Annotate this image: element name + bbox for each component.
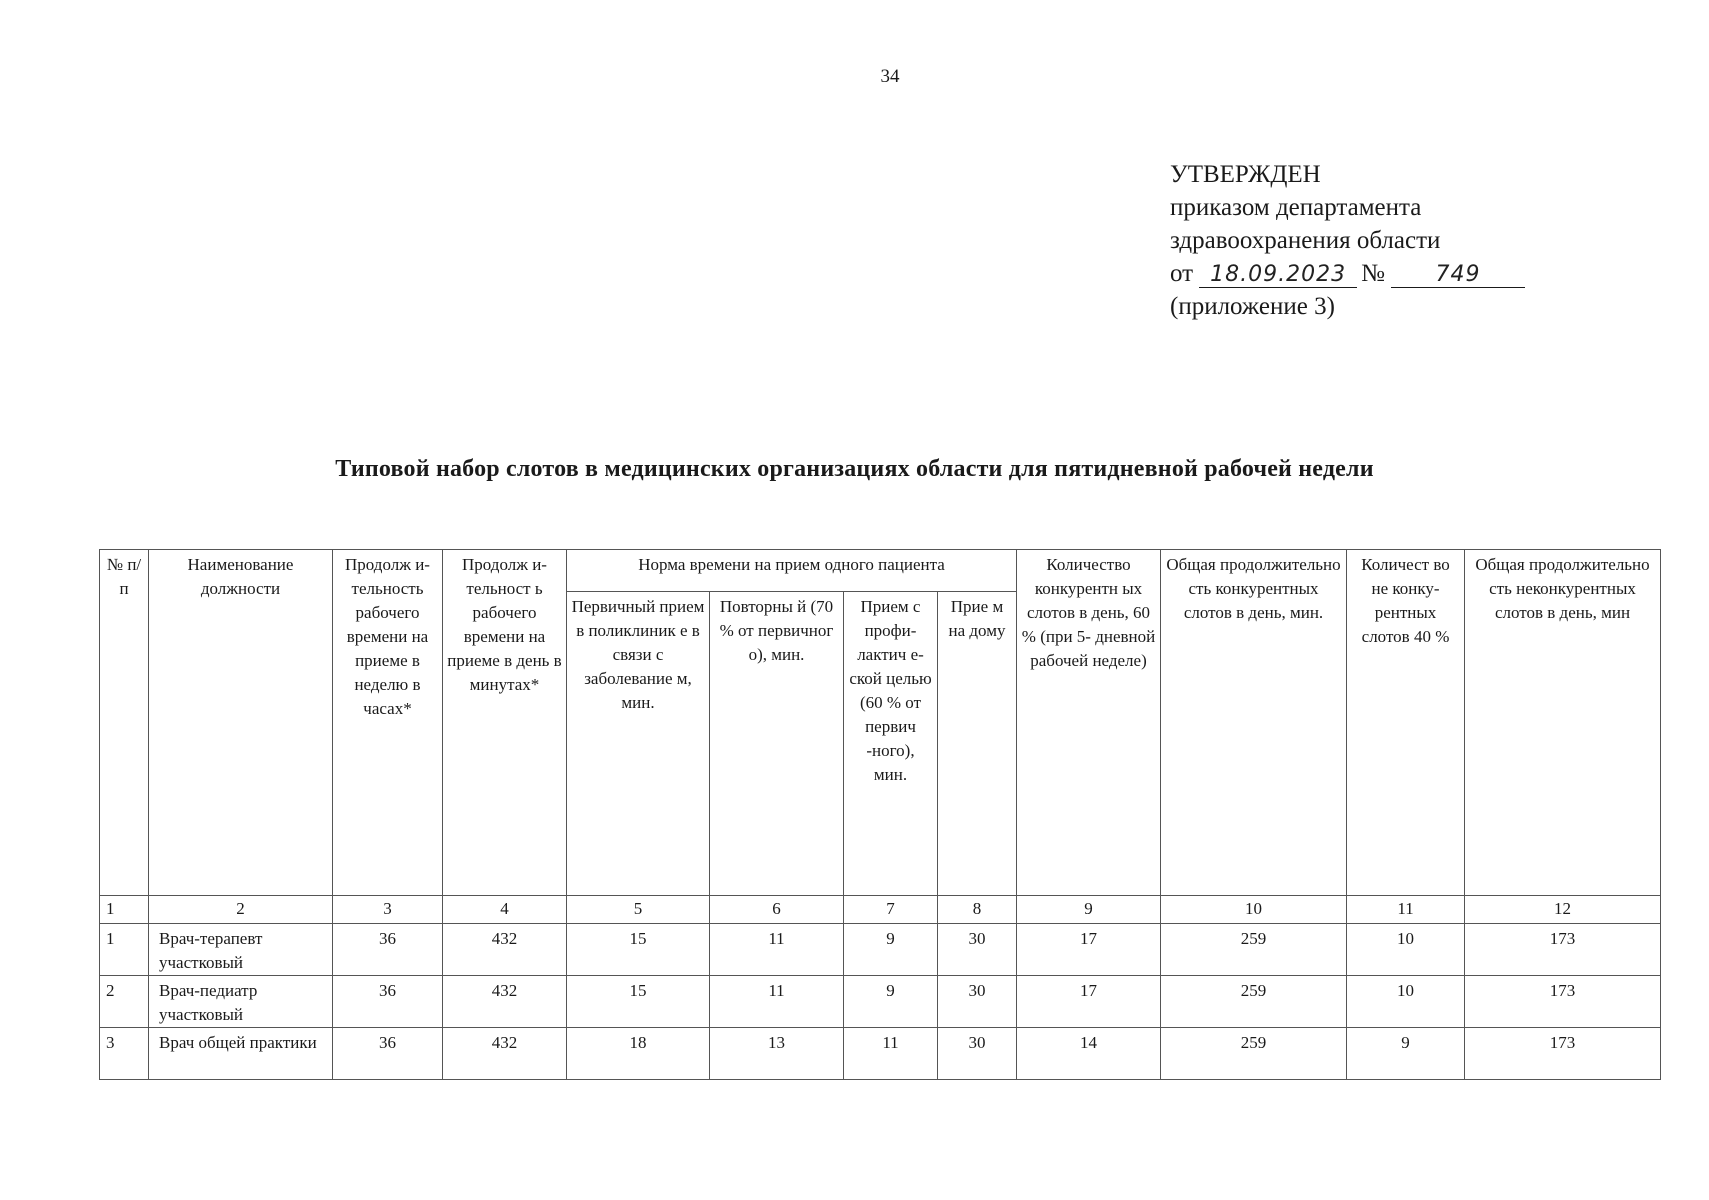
noncompetitive-count-cell: 10 — [1347, 976, 1465, 1028]
approval-line-2: здравоохранения области — [1170, 227, 1441, 254]
competitive-total-cell: 259 — [1161, 976, 1347, 1028]
home-cell: 30 — [938, 924, 1017, 976]
position-name: Врач-педиатр участковый — [149, 976, 333, 1028]
home-cell: 30 — [938, 1028, 1017, 1080]
header-minutes-day: Продолж и- тельност ь рабочего времени на приеме в день в минутах* — [443, 550, 567, 896]
column-number: 9 — [1017, 896, 1161, 924]
header-norm-group: Норма времени на прием одного пациента — [567, 550, 1017, 592]
header-competitive-count: Количество конкурентн ых слотов в день, 60 % (при 5- дневной рабочей неделе) — [1017, 550, 1161, 896]
position-name: Врач общей практики — [149, 1028, 333, 1080]
approval-line-1: приказом департамента — [1170, 194, 1422, 221]
page-number: 34 — [880, 66, 900, 87]
table-row — [100, 976, 1661, 1028]
column-number-row — [100, 896, 1661, 924]
header-position: Наименование должности — [149, 550, 333, 896]
document-title: Типовой набор слотов в медицинских организациях области для пятидневной рабочей недели — [335, 456, 1374, 482]
header-noncompetitive-total: Общая продолжительно сть неконкурентных слотов в день, мин — [1465, 550, 1661, 896]
slots-table — [99, 549, 1661, 1080]
position-name: Врач-терапевт участковый — [149, 924, 333, 976]
approval-appendix: (приложение 3) — [1170, 293, 1335, 320]
preventive-cell: 9 — [844, 976, 938, 1028]
primary-cell: 18 — [567, 1028, 710, 1080]
approval-date-line — [1170, 257, 1525, 290]
approval-date-prefix: от — [1170, 260, 1194, 287]
competitive-count-cell: 17 — [1017, 924, 1161, 976]
noncompetitive-total-cell: 173 — [1465, 976, 1661, 1028]
column-number: 2 — [149, 896, 333, 924]
hours-week-cell: 36 — [333, 1028, 443, 1080]
primary-cell: 15 — [567, 976, 710, 1028]
noncompetitive-total-cell: 173 — [1465, 1028, 1661, 1080]
column-number: 6 — [710, 896, 844, 924]
hours-week-cell: 36 — [333, 976, 443, 1028]
preventive-cell: 11 — [844, 1028, 938, 1080]
competitive-total-cell: 259 — [1161, 924, 1347, 976]
repeat-cell: 11 — [710, 976, 844, 1028]
noncompetitive-total-cell: 173 — [1465, 924, 1661, 976]
repeat-cell: 13 — [710, 1028, 844, 1080]
row-number: 1 — [100, 924, 149, 976]
approval-number-sign: № — [1361, 260, 1385, 287]
repeat-cell: 11 — [710, 924, 844, 976]
preventive-cell: 9 — [844, 924, 938, 976]
competitive-count-cell: 17 — [1017, 976, 1161, 1028]
column-number: 10 — [1161, 896, 1347, 924]
competitive-count-cell: 14 — [1017, 1028, 1161, 1080]
header-primary: Первичный прием в поликлиник е в связи с заболевание м, мин. — [567, 592, 710, 896]
noncompetitive-count-cell: 9 — [1347, 1028, 1465, 1080]
column-number: 3 — [333, 896, 443, 924]
hours-week-cell: 36 — [333, 924, 443, 976]
noncompetitive-count-cell: 10 — [1347, 924, 1465, 976]
approval-stamp — [1170, 158, 1525, 323]
header-hours-week: Продолж и- тельность рабочего времени на приеме в неделю в часах* — [333, 550, 443, 896]
row-number: 3 — [100, 1028, 149, 1080]
minutes-day-cell: 432 — [443, 924, 567, 976]
header-noncompetitive-count: Количест во не конку- рентных слотов 40 % — [1347, 550, 1465, 896]
table-header-row — [100, 550, 1661, 592]
table-row — [100, 924, 1661, 976]
column-number: 4 — [443, 896, 567, 924]
minutes-day-cell: 432 — [443, 976, 567, 1028]
column-number: 8 — [938, 896, 1017, 924]
header-preventive: Прием с профи- лактич е-ской целью (60 % от первич -ного), мин. — [844, 592, 938, 896]
approval-handwritten-number: 749 — [1391, 263, 1525, 288]
competitive-total-cell: 259 — [1161, 1028, 1347, 1080]
header-competitive-total: Общая продолжительно сть конкурентных слотов в день, мин. — [1161, 550, 1347, 896]
primary-cell: 15 — [567, 924, 710, 976]
column-number: 5 — [567, 896, 710, 924]
header-home: Прие м на дому — [938, 592, 1017, 896]
column-number: 11 — [1347, 896, 1465, 924]
approval-status: УТВЕРЖДЕН — [1170, 161, 1321, 188]
row-number: 2 — [100, 976, 149, 1028]
header-repeat: Повторны й (70 % от первичног о), мин. — [710, 592, 844, 896]
header-num: № п/п — [100, 550, 149, 896]
column-number: 1 — [100, 896, 149, 924]
column-number: 7 — [844, 896, 938, 924]
home-cell: 30 — [938, 976, 1017, 1028]
table-row — [100, 1028, 1661, 1080]
approval-handwritten-date: 18.09.2023 — [1199, 263, 1357, 288]
column-number: 12 — [1465, 896, 1661, 924]
minutes-day-cell: 432 — [443, 1028, 567, 1080]
